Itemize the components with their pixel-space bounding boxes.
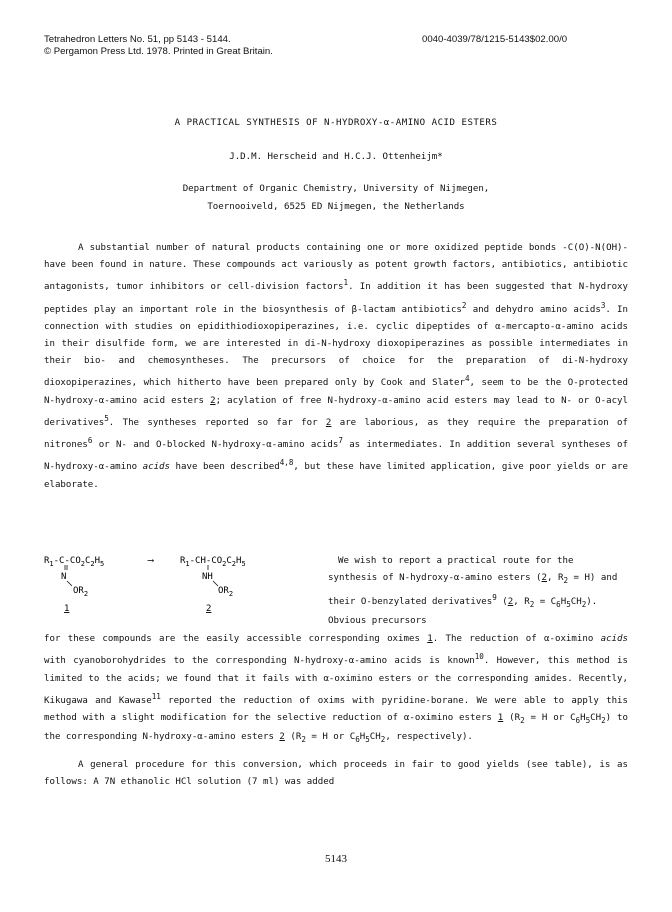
svg-text:N: N <box>61 572 67 582</box>
ref: 2 <box>461 300 467 310</box>
ref: 6 <box>87 436 93 446</box>
scheme-side-text: We wish to report a practical route for the synthesis of N-hydroxy-α-amino esters (2, $R_2 = H$) and their O-benzylated derivatives$^9$ (2, $R_2 = C_6H_5CH_2$). Obvious precursors <box>328 556 618 627</box>
compound-ref: 2 <box>210 395 216 406</box>
ref: 9 <box>492 593 497 603</box>
affiliation-line-2: Toernooiveld, 6525 ED Nijmegen, the Netherlands <box>207 202 465 212</box>
paragraph-2: for these compounds are the easily accessible corresponding oximes 1. The reduction of α-oximino acids with cyanoborohydrides to the corresponding N-hydroxy-α-amino acids is known$^{10}$. However, this method is limited to the acids; we found that it fails with α-oximino esters or the corresponding amides. Recently, Kikugawa and Kawase$^{11}$ reported the reduction of oxims with pyridine-borane. We were able to apply this method with a slight modification for the selective reduction of α-oximino esters 1 ($R_2 = H$ or $C_6H_5CH_2$) to the corresponding N-hydroxy-α-amino esters 2 ($R_2 = H$ or $C_6H_5CH_2$, respectively). A general procedure for this conversion, which proceeds in fair to good yields (see table), is as follows: A 7N ethanolic HCl solution (7 ml) was added <box>44 622 628 801</box>
ref: 4 <box>464 374 470 384</box>
compound-ref: 2 <box>325 417 332 428</box>
svg-text:OR2: $OR_2$ <box>73 586 89 598</box>
article-title: A PRACTICAL SYNTHESIS OF N-HYDROXY-α-AMINO ACID ESTERS <box>174 118 498 128</box>
paragraph-3: A general procedure for this conversion, which proceeds in fair to good yields (see table), is as follows: A 7N ethanolic HCl solution (7 ml) was added <box>44 760 628 788</box>
compound-label-2: 2 <box>206 604 212 614</box>
compound-label-1: 1 <box>64 604 70 614</box>
svg-text:R1-CH-CO2C2H5: $R_1-CH-CO_2C_2H_5$ <box>180 556 246 568</box>
page-number: 5143 <box>325 853 347 865</box>
ref: 5 <box>104 413 109 423</box>
compound-1-structure <box>44 556 104 614</box>
reaction-arrow: ⟶ <box>148 556 154 566</box>
svg-text:R1-C-CO2C2H5: $R_1-C-CO_2C_2H_5$ <box>44 556 105 568</box>
authors: J.D.M. Herscheid and H.C.J. Ottenheijm* <box>229 152 443 162</box>
affiliation <box>0 180 672 216</box>
svg-text:NH: NH <box>202 572 213 582</box>
reaction-scheme <box>44 553 314 615</box>
ref: 1 <box>343 278 349 288</box>
article-code: 0040-4039/78/1215-5143$02.00/0 <box>422 34 568 45</box>
journal-line: Tetrahedron Letters No. 51, pp 5143 - 5144. <box>44 34 231 45</box>
ref: 10 <box>474 652 484 662</box>
ref: 7 <box>338 436 343 446</box>
compound-2-structure <box>180 556 246 614</box>
ref: 3 <box>600 300 606 310</box>
ref: 4,8 <box>279 458 294 468</box>
copyright-line: © Pergamon Press Ltd. 1978. Printed in Great Britain. <box>44 46 273 57</box>
header <box>44 34 273 58</box>
svg-text:OR2: $OR_2$ <box>218 586 234 598</box>
affiliation-line-1: Department of Organic Chemistry, University of Nijmegen, <box>182 184 490 194</box>
ref: 11 <box>151 691 161 701</box>
paragraph-1: A substantial number of natural products containing one or more oxidized peptide bonds -C(O)-N(OH)- have been found in nature. These compounds act variously as potent growth factors, antibiotics, antibiotic antagonists, tumor inhibitors or cell-division factors$^1$. In addition it has been suggested that N-hydroxy peptides play an important role in the biosynthesis of β-lactam antibiotics$^2$ and dehydro amino acids$^3$. In connection with studies on epidithiodioxopiperazines, i.e. cyclic dipeptides of α-mercapto-α-amino acids in their disulfide form, we are interested in di-N-hydroxy dioxopiperazines as possible intermediates in their bio- and chemosyntheses. The precursors of choice for the preparation of di-N-hydroxy dioxopiperazines, which hitherto have been prepared only by Cook and Slater$^4$, seem to be the O-protected N-hydroxy-α-amino acid esters 2; acylation of free N-hydroxy-α-amino acid esters may lead to N- or O-acyl derivatives$^5$. The syntheses reported so far for 2 are laborious, as they require the preparation of nitrones$^6$ or N- and O-blocked N-hydroxy-α-amino acids$^7$ as intermediates. In addition several syntheses of N-hydroxy-α-amino acids have been described$^{4,8}$, but these have limited application, give poor yields or are elaborate. <box>44 243 629 490</box>
